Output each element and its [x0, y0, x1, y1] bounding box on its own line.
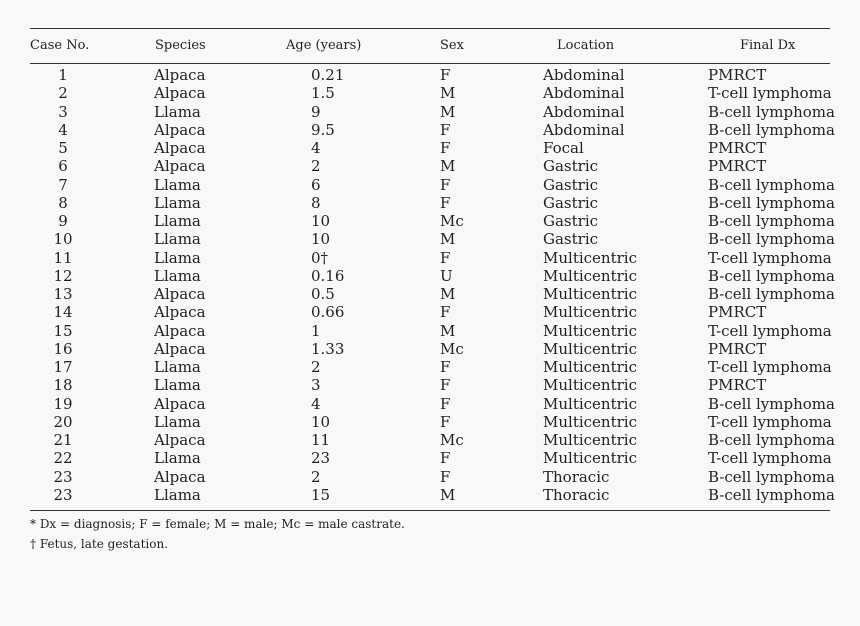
cell-sex: Mc	[440, 339, 464, 358]
cell-location: Abdominal	[543, 102, 625, 121]
cell-location: Gastric	[543, 157, 599, 176]
cell-final-dx: B-cell lymphoma	[708, 193, 835, 212]
table-row	[0, 322, 860, 340]
table-row	[0, 358, 860, 376]
header-species: Species	[155, 38, 206, 53]
table-row	[0, 340, 860, 358]
cell-location: Gastric	[543, 193, 599, 212]
cell-final-dx: PMRCT	[708, 66, 767, 84]
cell-case-no: 15	[53, 321, 73, 340]
cell-species: Alpaca	[154, 321, 206, 340]
cell-sex: F	[440, 66, 451, 84]
cell-case-no: 13	[53, 285, 73, 303]
cell-species: Llama	[154, 230, 201, 249]
table-row	[0, 212, 860, 230]
cell-species: Llama	[154, 412, 201, 431]
cell-case-no: 23	[53, 485, 73, 504]
cell-age: 10	[311, 230, 331, 249]
cell-case-no: 21	[53, 431, 73, 449]
cell-location: Multicentric	[543, 376, 637, 395]
cell-location: Gastric	[543, 212, 599, 230]
cell-age: 6	[311, 175, 321, 194]
cell-final-dx: B-cell lymphoma	[708, 120, 835, 139]
cell-age: 4	[311, 394, 321, 413]
cell-sex: F	[440, 248, 451, 267]
cell-species: Llama	[154, 358, 201, 376]
cell-sex: M	[440, 485, 456, 504]
cell-location: Thoracic	[543, 467, 610, 486]
cell-sex: M	[440, 285, 456, 303]
cell-species: Alpaca	[154, 66, 206, 84]
table-row	[0, 468, 860, 486]
cell-location: Multicentric	[543, 248, 637, 267]
cell-age: 4	[311, 139, 321, 157]
table-row	[0, 103, 860, 121]
cell-final-dx: B-cell lymphoma	[708, 102, 835, 121]
cell-sex: F	[440, 175, 451, 194]
cell-case-no: 19	[53, 394, 73, 413]
cell-case-no: 6	[58, 157, 68, 176]
cell-sex: M	[440, 84, 456, 103]
table-row	[0, 249, 860, 267]
table-row	[0, 267, 860, 285]
cell-age: 0.66	[311, 303, 345, 322]
cell-species: Llama	[154, 193, 201, 212]
cell-final-dx: B-cell lymphoma	[708, 394, 835, 413]
cell-final-dx: B-cell lymphoma	[708, 485, 835, 504]
header-sex: Sex	[440, 38, 464, 53]
cell-age: 0†	[311, 248, 329, 267]
cell-case-no: 16	[53, 339, 73, 358]
header-location: Location	[557, 38, 615, 53]
cell-species: Alpaca	[154, 285, 206, 303]
cell-location: Multicentric	[543, 394, 637, 413]
cell-location: Abdominal	[543, 84, 625, 103]
cell-location: Gastric	[543, 175, 599, 194]
cell-age: 2	[311, 358, 321, 376]
cell-sex: F	[440, 449, 451, 468]
table-row	[0, 449, 860, 467]
cell-case-no: 9	[58, 212, 68, 230]
cell-age: 2	[311, 467, 321, 486]
cell-age: 8	[311, 193, 321, 212]
cell-final-dx: PMRCT	[708, 376, 767, 395]
cell-age: 2	[311, 157, 321, 176]
cell-location: Thoracic	[543, 485, 610, 504]
cell-sex: F	[440, 412, 451, 431]
cell-final-dx: T-cell lymphoma	[708, 358, 832, 376]
cell-location: Multicentric	[543, 303, 637, 322]
cell-sex: F	[440, 467, 451, 486]
cell-location: Multicentric	[543, 339, 637, 358]
table-row	[0, 194, 860, 212]
cell-case-no: 3	[58, 102, 68, 121]
table-row	[0, 84, 860, 102]
cell-sex: M	[440, 321, 456, 340]
cell-age: 0.5	[311, 285, 335, 303]
cell-species: Alpaca	[154, 303, 206, 322]
cell-age: 1.5	[311, 84, 335, 103]
cell-sex: M	[440, 157, 456, 176]
cell-final-dx: PMRCT	[708, 339, 767, 358]
cell-final-dx: B-cell lymphoma	[708, 175, 835, 194]
cell-age: 23	[311, 449, 331, 468]
cell-sex: Mc	[440, 212, 464, 230]
cell-sex: F	[440, 120, 451, 139]
table-header-rule	[30, 63, 830, 64]
cell-species: Alpaca	[154, 139, 206, 157]
cell-species: Llama	[154, 248, 201, 267]
cell-final-dx: T-cell lymphoma	[708, 321, 832, 340]
table-bottom-rule	[30, 510, 830, 511]
cell-location: Abdominal	[543, 66, 625, 84]
table-row	[0, 66, 860, 84]
cell-sex: M	[440, 102, 456, 121]
cell-species: Alpaca	[154, 467, 206, 486]
cell-species: Alpaca	[154, 339, 206, 358]
table-row	[0, 413, 860, 431]
cell-location: Multicentric	[543, 285, 637, 303]
footnote-abbreviations: * Dx = diagnosis; F = female; M = male; Mc = male castrate.	[30, 517, 405, 531]
table-row	[0, 303, 860, 321]
cell-case-no: 14	[53, 303, 73, 322]
cell-final-dx: T-cell lymphoma	[708, 449, 832, 468]
cell-final-dx: T-cell lymphoma	[708, 248, 832, 267]
cell-location: Gastric	[543, 230, 599, 249]
table-row	[0, 121, 860, 139]
cell-age: 10	[311, 212, 331, 230]
header-final-dx: Final Dx	[740, 38, 796, 53]
cell-species: Llama	[154, 212, 201, 230]
cell-case-no: 1	[58, 66, 68, 84]
footnote-fetus: † Fetus, late gestation.	[30, 537, 168, 551]
cell-species: Llama	[154, 485, 201, 504]
cell-species: Alpaca	[154, 394, 206, 413]
cell-sex: F	[440, 139, 451, 157]
table-row	[0, 395, 860, 413]
cell-case-no: 18	[53, 376, 73, 395]
cell-final-dx: B-cell lymphoma	[708, 285, 835, 303]
cell-species: Alpaca	[154, 157, 206, 176]
header-case-no: Case No.	[30, 38, 90, 53]
cell-location: Multicentric	[543, 358, 637, 376]
cell-location: Multicentric	[543, 449, 637, 468]
cell-case-no: 23	[53, 467, 73, 486]
table-row	[0, 176, 860, 194]
cell-case-no: 11	[53, 248, 73, 267]
cell-final-dx: B-cell lymphoma	[708, 266, 835, 285]
cell-case-no: 10	[53, 230, 73, 249]
cell-location: Focal	[543, 139, 584, 157]
cell-location: Multicentric	[543, 266, 637, 285]
table-row	[0, 376, 860, 394]
cell-sex: U	[440, 266, 453, 285]
cell-case-no: 2	[58, 84, 68, 103]
cell-location: Multicentric	[543, 321, 637, 340]
cell-age: 3	[311, 376, 321, 395]
cell-case-no: 7	[58, 175, 68, 194]
cell-sex: F	[440, 303, 451, 322]
cell-final-dx: PMRCT	[708, 303, 767, 322]
cell-case-no: 4	[58, 120, 68, 139]
cell-final-dx: T-cell lymphoma	[708, 84, 832, 103]
cell-species: Llama	[154, 266, 201, 285]
cell-case-no: 5	[58, 139, 68, 157]
cell-age: 1.33	[311, 339, 345, 358]
cell-final-dx: B-cell lymphoma	[708, 467, 835, 486]
cell-age: 15	[311, 485, 331, 504]
cell-age: 1	[311, 321, 321, 340]
cell-age: 9	[311, 102, 321, 121]
cell-species: Llama	[154, 449, 201, 468]
table-row	[0, 139, 860, 157]
cell-final-dx: B-cell lymphoma	[708, 431, 835, 449]
cell-age: 11	[311, 431, 331, 449]
cell-case-no: 22	[53, 449, 73, 468]
cell-age: 10	[311, 412, 331, 431]
cell-species: Llama	[154, 102, 201, 121]
cell-age: 0.16	[311, 266, 345, 285]
cell-age: 0.21	[311, 66, 345, 84]
table-top-rule	[30, 28, 830, 29]
cell-species: Alpaca	[154, 431, 206, 449]
cell-sex: F	[440, 193, 451, 212]
cell-final-dx: B-cell lymphoma	[708, 230, 835, 249]
cell-case-no: 20	[53, 412, 73, 431]
cell-sex: F	[440, 394, 451, 413]
cell-final-dx: B-cell lymphoma	[708, 212, 835, 230]
cell-location: Multicentric	[543, 431, 637, 449]
cell-sex: Mc	[440, 431, 464, 449]
cell-location: Multicentric	[543, 412, 637, 431]
cell-final-dx: PMRCT	[708, 157, 767, 176]
cell-species: Alpaca	[154, 120, 206, 139]
cell-species: Llama	[154, 376, 201, 395]
cell-sex: M	[440, 230, 456, 249]
cell-case-no: 8	[58, 193, 68, 212]
cell-age: 9.5	[311, 120, 335, 139]
cell-case-no: 17	[53, 358, 73, 376]
cell-case-no: 12	[53, 266, 73, 285]
table-row	[0, 285, 860, 303]
header-age: Age (years)	[286, 38, 362, 53]
table-row	[0, 486, 860, 504]
cell-sex: F	[440, 358, 451, 376]
table-row	[0, 230, 860, 248]
cell-species: Llama	[154, 175, 201, 194]
cell-species: Alpaca	[154, 84, 206, 103]
table-row	[0, 157, 860, 175]
table-row	[0, 431, 860, 449]
cell-final-dx: T-cell lymphoma	[708, 412, 832, 431]
cell-final-dx: PMRCT	[708, 139, 767, 157]
cell-sex: F	[440, 376, 451, 395]
cell-location: Abdominal	[543, 120, 625, 139]
